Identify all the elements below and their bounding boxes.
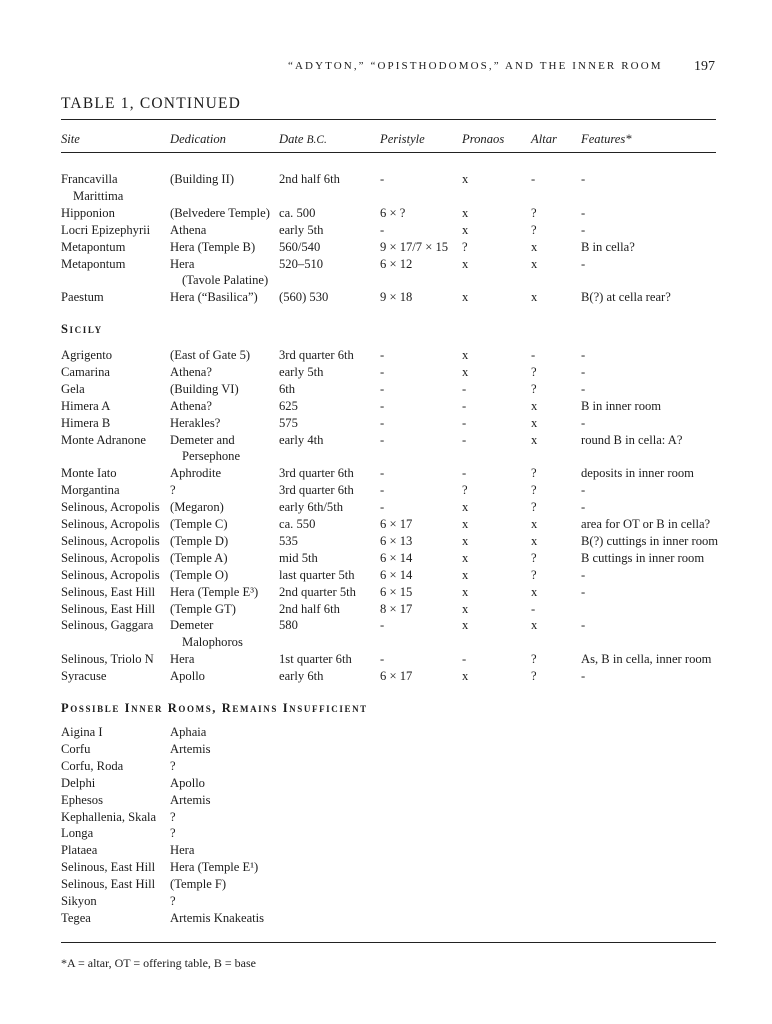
cell-dedication: Hera (“Basilica”)	[170, 290, 258, 305]
table-row	[0, 500, 772, 517]
cell-peristyle: -	[380, 364, 385, 379]
cell-date: 520–510	[279, 256, 324, 271]
cell-peristyle: 6 × 15	[380, 584, 413, 599]
cell-peristyle: 6 × ?	[380, 205, 406, 220]
cell-pronaos: x	[462, 567, 469, 582]
cell-date: 580	[279, 618, 298, 633]
table-title: TABLE 1, CONTINUED	[61, 95, 242, 112]
table-row	[0, 172, 772, 203]
cell-pronaos: x	[462, 500, 469, 515]
cell-pronaos: x	[462, 533, 469, 548]
table-row	[0, 776, 772, 793]
cell-pronaos: x	[462, 669, 469, 684]
cell-date: early 5th	[279, 222, 324, 237]
cell-features: -	[581, 483, 586, 498]
cell-date: last quarter 5th	[279, 567, 355, 582]
cell-peristyle: 9 × 18	[380, 290, 413, 305]
cell-dedication: (Temple C)	[170, 517, 228, 531]
cell-dedication: Hera	[170, 652, 195, 667]
cell-altar: ?	[531, 205, 537, 220]
cell-features: -	[581, 256, 586, 271]
table-row	[0, 759, 772, 776]
cell-date: 625	[279, 398, 298, 413]
cell-pronaos: x	[462, 222, 469, 237]
cell-dedication: (Temple O)	[170, 567, 229, 582]
col-header-dedication: Dedication	[170, 132, 226, 146]
table-row	[0, 793, 772, 810]
cell-features: -	[581, 669, 586, 684]
cell-dedication: Hera (Temple B)	[170, 239, 256, 254]
table-header-row	[0, 132, 772, 149]
cell-site: Hipponion	[61, 205, 115, 220]
cell-altar: ?	[531, 669, 537, 684]
cell-dedication: (Belvedere Temple)	[170, 205, 270, 220]
col-header-pronaos: Pronaos	[462, 132, 505, 146]
table-row	[0, 860, 772, 877]
table-row	[0, 466, 772, 483]
cell-pronaos: -	[462, 398, 467, 413]
cell-altar: -	[531, 601, 536, 616]
cell-dedication: Aphaia	[170, 725, 207, 739]
table-row	[0, 534, 772, 551]
table-row	[0, 517, 772, 534]
cell-dedication: Artemis	[170, 792, 211, 807]
cell-features: -	[581, 415, 586, 430]
cell-site: Ephesos	[61, 792, 103, 807]
table-row	[0, 826, 772, 843]
cell-peristyle: 6 × 14	[380, 567, 413, 582]
cell-features: area for OT or B in cella?	[581, 517, 711, 531]
cell-altar: -	[531, 172, 536, 186]
cell-features: B(?) at cella rear?	[581, 290, 671, 305]
cell-altar: x	[531, 398, 538, 413]
cell-dedication: Demeter and	[170, 432, 235, 447]
page-number: 197	[694, 59, 715, 74]
cell-site: Selinous, Gaggara	[61, 618, 154, 633]
cell-peristyle: -	[380, 381, 385, 396]
cell-altar: x	[531, 239, 538, 254]
cell-site: Selinous, East Hill	[61, 584, 156, 599]
cell-altar: x	[531, 415, 538, 430]
cell-features: -	[581, 172, 586, 186]
footnote-rule	[61, 942, 716, 943]
table-row	[0, 568, 772, 585]
cell-site: Selinous, Acropolis	[61, 517, 160, 531]
section-heading-possible-inner-rooms: Possible Inner Rooms, Remains Insufficient	[61, 701, 368, 715]
cell-site: Monte Iato	[61, 466, 117, 481]
cell-pronaos: x	[462, 364, 469, 379]
cell-site: Corfu	[61, 741, 91, 756]
col-header-altar: Altar	[531, 132, 557, 146]
cell-dedication: Hera (Temple E³)	[170, 584, 259, 599]
table-row	[0, 348, 772, 365]
cell-dedication: (Building VI)	[170, 381, 239, 396]
table-row	[0, 416, 772, 433]
cell-pronaos: x	[462, 618, 469, 633]
cell-altar: x	[531, 533, 538, 548]
cell-date: 1st quarter 6th	[279, 652, 352, 667]
cell-altar: x	[531, 618, 538, 633]
cell-peristyle: 6 × 14	[380, 550, 413, 565]
cell-altar: -	[531, 348, 536, 362]
cell-site: Morgantina	[61, 483, 120, 498]
cell-site: Tegea	[61, 910, 91, 925]
cell-site: Aigina I	[61, 725, 103, 739]
cell-date: 575	[279, 415, 298, 430]
cell-site: Sikyon	[61, 894, 97, 908]
cell-dedication: (Temple GT)	[170, 601, 236, 616]
cell-dedication: Artemis	[170, 741, 211, 756]
cell-features: -	[581, 364, 586, 379]
cell-features: -	[581, 205, 586, 220]
cell-features: -	[581, 222, 586, 237]
cell-pronaos: x	[462, 550, 469, 565]
cell-date: 2nd quarter 5th	[279, 584, 356, 599]
cell-altar: ?	[531, 222, 537, 237]
cell-peristyle: -	[380, 652, 385, 667]
table-row	[0, 290, 772, 307]
cell-peristyle: 6 × 12	[380, 256, 413, 271]
cell-pronaos: -	[462, 381, 467, 396]
cell-features: -	[581, 500, 586, 515]
cell-site: Longa	[61, 826, 94, 841]
cell-pronaos: x	[462, 584, 469, 599]
cell-site: Himera A	[61, 398, 111, 413]
cell-dedication: (Temple F)	[170, 877, 227, 892]
table-row	[0, 894, 772, 911]
cell-features: B in cella?	[581, 239, 635, 254]
cell-site: Selinous, Acropolis	[61, 550, 160, 565]
cell-altar: x	[531, 432, 538, 447]
cell-date: 560/540	[279, 239, 321, 254]
table-row	[0, 382, 772, 399]
table-row	[0, 843, 772, 860]
table-row	[0, 206, 772, 223]
table-row	[0, 432, 772, 464]
cell-dedication: ?	[170, 809, 176, 824]
table-row	[0, 669, 772, 686]
table-row	[0, 223, 772, 240]
cell-altar: ?	[531, 364, 537, 379]
cell-pronaos: -	[462, 415, 467, 430]
cell-altar: x	[531, 517, 538, 531]
table-row	[0, 742, 772, 759]
cell-site: Camarina	[61, 364, 110, 379]
cell-dedication: (East of Gate 5)	[170, 348, 251, 362]
cell-site: Selinous, Acropolis	[61, 500, 160, 515]
cell-dedication: Athena?	[170, 364, 212, 379]
table-row	[0, 365, 772, 382]
cell-peristyle: -	[380, 398, 385, 413]
cell-pronaos: ?	[462, 483, 468, 498]
cell-dedication-continued: Persephone	[182, 449, 241, 464]
cell-peristyle: 6 × 13	[380, 533, 413, 548]
cell-features: -	[581, 567, 586, 582]
col-header-features: Features*	[581, 132, 632, 146]
cell-site-continued: Marittima	[73, 188, 124, 203]
cell-dedication: ?	[170, 483, 176, 498]
cell-date: early 6th	[279, 669, 324, 684]
cell-dedication: ?	[170, 894, 176, 908]
cell-site: Francavilla	[61, 172, 118, 186]
cell-features: -	[581, 348, 586, 362]
cell-pronaos: ?	[462, 239, 468, 254]
table-row	[0, 652, 772, 669]
cell-site: Paestum	[61, 290, 104, 305]
cell-dedication: (Building II)	[170, 172, 235, 186]
cell-date: 3rd quarter 6th	[279, 348, 354, 362]
cell-pronaos: -	[462, 652, 467, 667]
cell-peristyle: -	[380, 222, 385, 237]
cell-dedication: Apollo	[170, 669, 205, 684]
cell-dedication: Athena	[170, 222, 207, 237]
cell-dedication: ?	[170, 826, 176, 841]
cell-site: Selinous, Triolo N	[61, 652, 154, 667]
table-row	[0, 810, 772, 827]
cell-peristyle: -	[380, 172, 385, 186]
cell-features: B cuttings in inner room	[581, 550, 705, 565]
section-heading-sicily: Sicily	[61, 322, 103, 336]
cell-date: 3rd quarter 6th	[279, 483, 354, 498]
cell-features: B(?) cuttings in inner room	[581, 533, 719, 548]
cell-features: -	[581, 381, 586, 396]
table-row	[0, 256, 772, 288]
cell-dedication: Athena?	[170, 398, 212, 413]
cell-site: Agrigento	[61, 348, 113, 362]
cell-dedication: (Temple A)	[170, 550, 228, 565]
cell-date: early 6th/5th	[279, 500, 344, 515]
cell-site: Gela	[61, 381, 85, 396]
cell-site: Corfu, Roda	[61, 758, 124, 773]
cell-features: round B in cella: A?	[581, 432, 683, 447]
table-row	[0, 618, 772, 650]
cell-dedication: Apollo	[170, 775, 205, 790]
cell-pronaos: -	[462, 432, 467, 447]
cell-date: early 5th	[279, 364, 324, 379]
cell-features: deposits in inner room	[581, 466, 694, 481]
cell-altar: x	[531, 584, 538, 599]
cell-site: Selinous, East Hill	[61, 877, 156, 892]
cell-peristyle: -	[380, 500, 385, 515]
cell-features: -	[581, 618, 586, 633]
cell-peristyle: -	[380, 348, 385, 362]
cell-altar: ?	[531, 567, 537, 582]
cell-dedication: Demeter	[170, 618, 214, 633]
cell-pronaos: x	[462, 348, 469, 362]
cell-peristyle: -	[380, 483, 385, 498]
running-head: “ADYTON,” “OPISTHODOMOS,” AND THE INNER ROOM	[288, 60, 663, 72]
cell-site: Syracuse	[61, 669, 107, 684]
cell-dedication: Artemis Knakeatis	[170, 910, 265, 925]
cell-date: early 4th	[279, 432, 324, 447]
cell-pronaos: -	[462, 466, 467, 481]
cell-peristyle: 8 × 17	[380, 601, 413, 616]
cell-date: 535	[279, 533, 298, 548]
cell-pronaos: x	[462, 290, 469, 305]
col-header-peristyle: Peristyle	[380, 132, 425, 146]
cell-site: Metapontum	[61, 256, 126, 271]
cell-date: 2nd half 6th	[279, 172, 340, 186]
cell-dedication-continued: (Tavole Palatine)	[182, 273, 269, 288]
table-row	[0, 585, 772, 602]
cell-site: Selinous, East Hill	[61, 601, 156, 616]
table-row	[0, 725, 772, 742]
cell-pronaos: x	[462, 601, 469, 616]
footnote: *A = altar, OT = offering table, B = base	[61, 956, 256, 970]
cell-dedication: Hera	[170, 843, 195, 858]
cell-dedication: Herakles?	[170, 415, 221, 430]
table-row	[0, 240, 772, 257]
cell-site: Delphi	[61, 775, 96, 790]
cell-pronaos: x	[462, 205, 469, 220]
col-header-date-era: B.C.	[306, 134, 327, 146]
cell-date: ca. 500	[279, 205, 316, 220]
cell-site: Monte Adranone	[61, 432, 146, 447]
table-row	[0, 602, 772, 619]
cell-date: (560) 530	[279, 290, 329, 305]
cell-peristyle: 6 × 17	[380, 669, 413, 684]
cell-pronaos: x	[462, 172, 469, 186]
top-rule	[61, 119, 716, 120]
cell-altar: ?	[531, 550, 537, 565]
cell-pronaos: x	[462, 256, 469, 271]
cell-peristyle: 6 × 17	[380, 517, 413, 531]
table-row	[0, 877, 772, 894]
cell-site: Plataea	[61, 843, 98, 858]
cell-site: Kephallenia, Skala	[61, 809, 157, 824]
table-row	[0, 399, 772, 416]
cell-site: Selinous, Acropolis	[61, 533, 160, 548]
cell-dedication: (Temple D)	[170, 533, 229, 548]
cell-dedication-continued: Malophoros	[182, 635, 243, 650]
col-header-date-label: Date	[279, 132, 304, 146]
cell-dedication: (Megaron)	[170, 500, 224, 515]
table-row	[0, 911, 772, 928]
cell-altar: x	[531, 256, 538, 271]
cell-date: ca. 550	[279, 517, 316, 531]
col-header-date	[279, 132, 327, 147]
cell-site: Selinous, East Hill	[61, 860, 156, 875]
header-rule	[61, 152, 716, 153]
cell-dedication: ?	[170, 758, 176, 773]
cell-date: 2nd half 6th	[279, 601, 340, 616]
cell-date: 3rd quarter 6th	[279, 466, 354, 481]
cell-site: Himera B	[61, 415, 111, 430]
cell-pronaos: x	[462, 517, 469, 531]
cell-altar: x	[531, 290, 538, 305]
cell-altar: ?	[531, 466, 537, 481]
cell-dedication: Hera (Temple E¹)	[170, 860, 259, 875]
cell-altar: ?	[531, 381, 537, 396]
cell-peristyle: -	[380, 432, 385, 447]
cell-site: Locri Epizephyrii	[61, 222, 151, 237]
cell-altar: ?	[531, 652, 537, 667]
cell-altar: ?	[531, 483, 537, 498]
cell-altar: ?	[531, 500, 537, 515]
cell-features: As, B in cella, inner room	[581, 652, 712, 667]
cell-features: -	[581, 584, 586, 599]
cell-peristyle: -	[380, 618, 385, 633]
col-header-site: Site	[61, 132, 80, 146]
cell-features: B in inner room	[581, 398, 662, 413]
cell-peristyle: -	[380, 466, 385, 481]
cell-site: Selinous, Acropolis	[61, 567, 160, 582]
cell-peristyle: 9 × 17/7 × 15	[380, 239, 449, 254]
cell-dedication: Hera	[170, 256, 195, 271]
cell-peristyle: -	[380, 415, 385, 430]
table-row	[0, 483, 772, 500]
cell-date: mid 5th	[279, 550, 318, 565]
cell-site: Metapontum	[61, 239, 126, 254]
cell-date: 6th	[279, 381, 296, 396]
cell-dedication: Aphrodite	[170, 466, 222, 481]
table-row	[0, 551, 772, 568]
